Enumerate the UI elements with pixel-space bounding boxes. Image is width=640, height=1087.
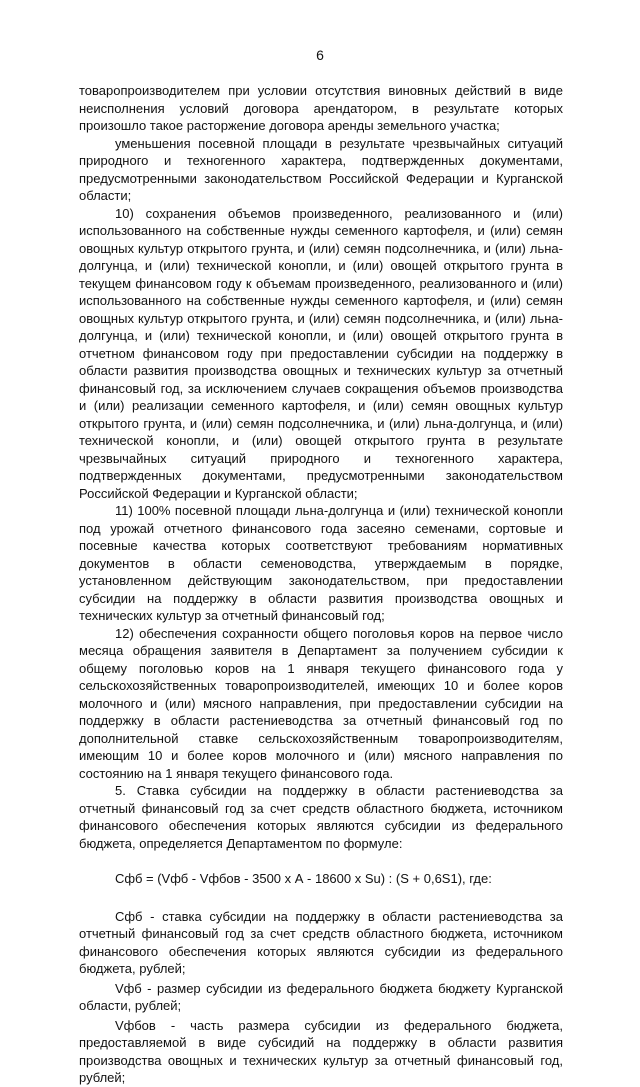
paragraph-item-11: 11) 100% посевной площади льна-долгунца и (или) технической конопли под урожай отчетного финансового года засеяно семенами, сортовые и посевные качества которых соответствуют требованиям нормативных документов в области семеноводства, утверждаемым в порядке, установленном действующим законодательством, при предоставлении субсидии на поддержку в области развития производства овощных и технических культур за отчетный финансовый год; xyxy=(79,503,563,623)
paragraph-item-10: 10) сохранения объемов произведенного, реализованного и (или) использованного на собственные нужды семенного картофеля, и (или) семян овощных культур открытого грунта, и (или) семян подсолнечника, и (или) льна-долгунца, и (или) технической конопли, и (или) овощей открытого грунта в текущем финансовом году к объемам произведенного, реализованного и (или) использованного на собственные нужды семенного картофеля, и (или) семян овощных культур открытого грунта, и (или) семян подсолнечника, и (или) льна-долгунца, и (или) технической конопли, и (или) овощей открытого грунта в отчетном финансовом году при предоставлении субсидии на поддержку в области развития производства овощных и технических культур за отчетный финансовый год, за исключением случаев сокращения объемов производства и (или) реализации семенного картофеля, и (или) семян овощных культур открытого грунта, и (или) семян подсолнечника, и (или) льна-долгунца, и (или) технической конопли, и (или) овощей открытого грунта в результате чрезвычайных ситуаций природного и техногенного характера, подтвержденных документами, предусмотренными законодательством Российской Федерации и Курганской области; xyxy=(79,205,563,501)
formula: Сфб = (Vфб - Vфбов - 3500 х А - 18600 х Su) : (S + 0,6S1), где: xyxy=(115,871,492,886)
document-body xyxy=(79,82,563,1087)
definition-vfb: Vфб - размер субсидии из федерального бюджета бюджету Курганской области, рублей; xyxy=(79,980,563,1013)
definition-sfb: Сфб - ставка субсидии на поддержку в области растениеводства за отчетный финансовый год за счет средств областного бюджета, источником финансового обеспечения которых являются субсидии из федерального бюджета, рублей; xyxy=(79,908,563,976)
paragraph-continuation: товаропроизводителем при условии отсутствия виновных действий в виде неисполнения условий договора арендатором, в результате которых произошло такое расторжение договора аренды земельного участка; xyxy=(79,83,563,133)
paragraph-section-5: 5. Ставка субсидии на поддержку в области растениеводства за отчетный финансовый год за счет средств областного бюджета, источником финансового обеспечения которых являются субсидии из федерального бюджета, определяется Департаментом по формуле: xyxy=(79,783,563,851)
paragraph: уменьшения посевной площади в результате чрезвычайных ситуаций природного и техногенного характера, подтвержденных документами, предусмотренными законодательством Российской Федерации и Курганской области; xyxy=(79,135,563,203)
page-number: 6 xyxy=(316,47,324,63)
paragraph-item-12: 12) обеспечения сохранности общего поголовья коров на первое число месяца обращения заявителя в Департамент за получением субсидии к общему поголовью коров на 1 января текущего финансового года у сельскохозяйственных товаропроизводителей, имеющих 10 и более коров молочного и (или) мясного направления, при предоставлении субсидии на поддержку в области растениеводства за отчетный финансовый год по дополнительной ставке сельскохозяйственным товаропроизводителям, имеющим 10 и более коров молочного и (или) мясного направления по состоянию на 1 января текущего финансового года. xyxy=(79,625,563,781)
definition-vfbov: Vфбов - часть размера субсидии из федерального бюджета, предоставляемой в виде субсидий на поддержку в области развития производства овощных и технических культур за отчетный финансовый год, рублей; xyxy=(79,1017,563,1085)
